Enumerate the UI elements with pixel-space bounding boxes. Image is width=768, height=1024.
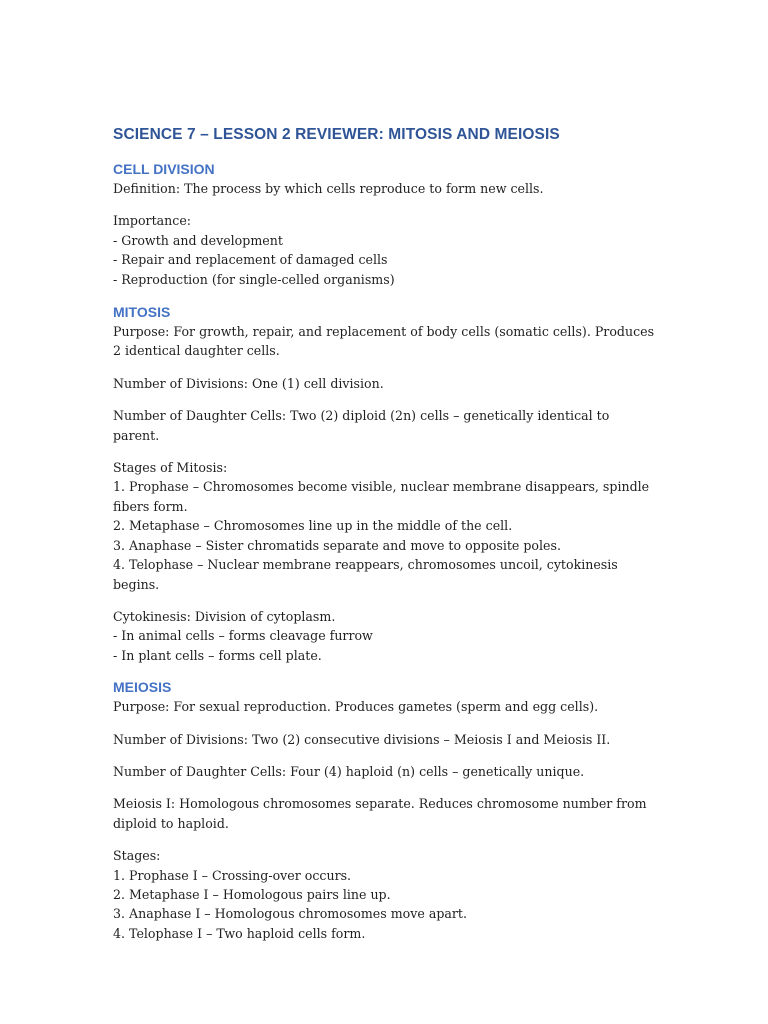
mitosis-stage-item: 4. Telophase – Nuclear membrane reappears, chromosomes uncoil, cytokinesis begins.: [113, 557, 618, 592]
importance-item: - Growth and development: [113, 232, 283, 248]
document-title: SCIENCE 7 – LESSON 2 REVIEWER: MITOSIS AND MEIOSIS: [113, 126, 560, 143]
mitosis-stages-block: [113, 458, 658, 594]
document-page: [113, 124, 658, 956]
importance-item: - Reproduction (for single-celled organisms): [113, 271, 395, 287]
meiosis-stage-item: 2. Metaphase I – Homologous pairs line up.: [113, 886, 391, 902]
mitosis-stage-item: 1. Prophase – Chromosomes become visible, nuclear membrane disappears, spindle fibers form.: [113, 479, 650, 514]
cytokinesis-block: [113, 607, 658, 665]
heading-meiosis: MEIOSIS: [113, 679, 172, 696]
cell-division-definition: Definition: The process by which cells reproduce to form new cells.: [113, 181, 544, 196]
meiosis-stages-block: [113, 846, 658, 943]
section-mitosis: [113, 302, 658, 665]
heading-cell-division: CELL DIVISION: [113, 161, 215, 177]
mitosis-purpose: Purpose: For growth, repair, and replacement of body cells (somatic cells). Produces 2 identical daughter cells.: [113, 324, 655, 359]
meiosis-stage-item: 4. Telophase I – Two haploid cells form.: [113, 925, 366, 941]
section-meiosis: [113, 677, 658, 943]
section-cell-division: [113, 159, 658, 289]
mitosis-daughter-cells: Number of Daughter Cells: Two (2) diploid (2n) cells – genetically identical to parent.: [113, 408, 610, 443]
meiosis-divisions: Number of Divisions: Two (2) consecutive divisions – Meiosis I and Meiosis II.: [113, 731, 611, 747]
mitosis-stage-item: 3. Anaphase – Sister chromatids separate and move to opposite poles.: [113, 537, 561, 553]
mitosis-stages-label: Stages of Mitosis:: [113, 460, 228, 476]
meiosis-one-description: Meiosis I: Homologous chromosomes separate. Reduces chromosome number from diploid to haploid.: [113, 796, 647, 831]
meiosis-stage-item: 3. Anaphase I – Homologous chromosomes move apart.: [113, 906, 467, 922]
mitosis-divisions: Number of Divisions: One (1) cell division.: [113, 375, 384, 391]
mitosis-stage-item: 2. Metaphase – Chromosomes line up in the middle of the cell.: [113, 518, 513, 534]
meiosis-stages-label: Stages:: [113, 848, 161, 864]
importance-block: [113, 211, 658, 289]
importance-item: - Repair and replacement of damaged cells: [113, 252, 388, 268]
cytokinesis-item: - In animal cells – forms cleavage furrow: [113, 628, 373, 644]
meiosis-daughter-cells: Number of Daughter Cells: Four (4) haploid (n) cells – genetically unique.: [113, 763, 585, 779]
meiosis-purpose: Purpose: For sexual reproduction. Produces gametes (sperm and egg cells).: [113, 699, 599, 715]
cytokinesis-item: - In plant cells – forms cell plate.: [113, 647, 322, 663]
heading-mitosis: MITOSIS: [113, 304, 171, 321]
importance-label: Importance:: [113, 213, 192, 229]
meiosis-stage-item: 1. Prophase I – Crossing-over occurs.: [113, 867, 352, 883]
cytokinesis-label: Cytokinesis: Division of cytoplasm.: [113, 608, 336, 624]
